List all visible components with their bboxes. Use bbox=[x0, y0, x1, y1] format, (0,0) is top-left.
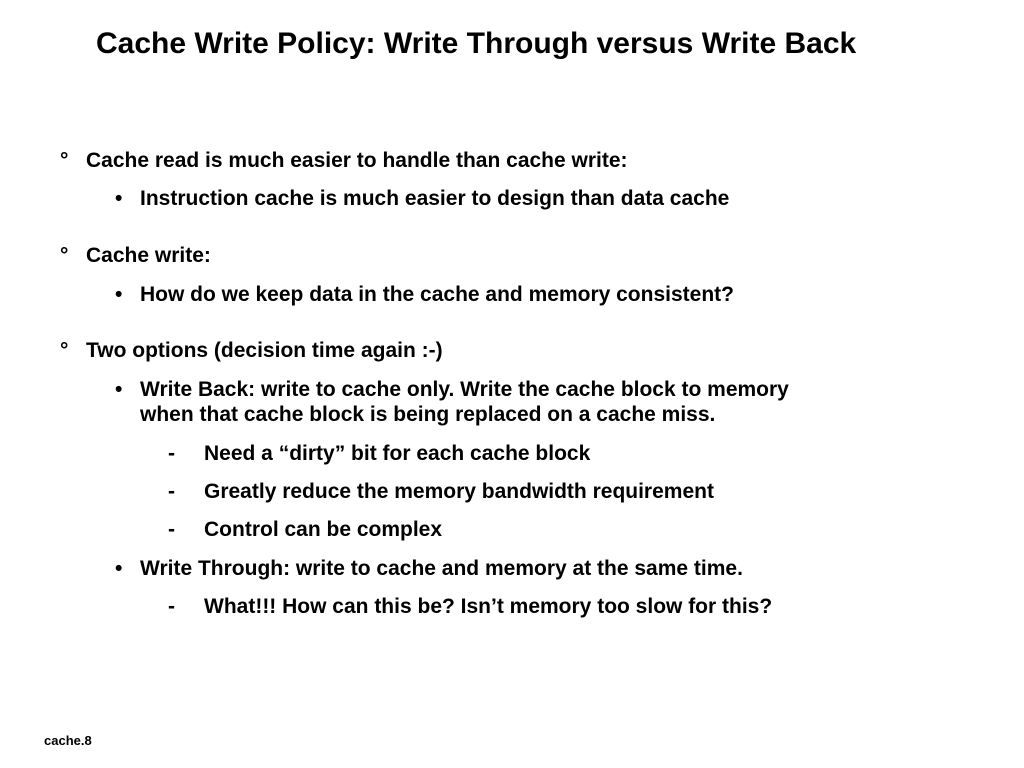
level3-marker: - bbox=[168, 442, 175, 465]
sub-bullet-point: How do we keep data in the cache and memory consistent? bbox=[140, 283, 734, 306]
slide-footer-label: cache.8 bbox=[44, 733, 92, 748]
bullet-point: Cache write: bbox=[86, 244, 211, 267]
detail-point: What!!! How can this be? Isn’t memory too slow for this? bbox=[204, 595, 773, 618]
detail-point: Control can be complex bbox=[204, 518, 443, 541]
sub-bullet-continuation: when that cache block is being replaced on a cache miss. bbox=[140, 403, 716, 426]
level1-marker: ° bbox=[60, 339, 69, 362]
sub-bullet-point: Write Back: write to cache only. Write the cache block to memory bbox=[140, 378, 789, 401]
sub-bullet-point: Instruction cache is much easier to design than data cache bbox=[140, 187, 730, 210]
bullet-point: Two options (decision time again :-) bbox=[86, 339, 443, 362]
level2-marker: • bbox=[115, 187, 123, 210]
bullet-point: Cache read is much easier to handle than cache write: bbox=[86, 149, 628, 172]
detail-point: Need a “dirty” bit for each cache block bbox=[204, 442, 591, 465]
level1-marker: ° bbox=[60, 149, 69, 172]
slide-title: Cache Write Policy: Write Through versus Write Back bbox=[96, 27, 857, 60]
level3-marker: - bbox=[168, 518, 175, 541]
sub-bullet-point: Write Through: write to cache and memory at the same time. bbox=[140, 557, 743, 580]
level3-marker: - bbox=[168, 480, 175, 503]
level3-marker: - bbox=[168, 595, 175, 618]
level2-marker: • bbox=[115, 283, 123, 306]
detail-point: Greatly reduce the memory bandwidth requirement bbox=[204, 480, 714, 503]
level2-marker: • bbox=[115, 557, 123, 580]
level1-marker: ° bbox=[60, 244, 69, 267]
level2-marker: • bbox=[115, 378, 123, 401]
